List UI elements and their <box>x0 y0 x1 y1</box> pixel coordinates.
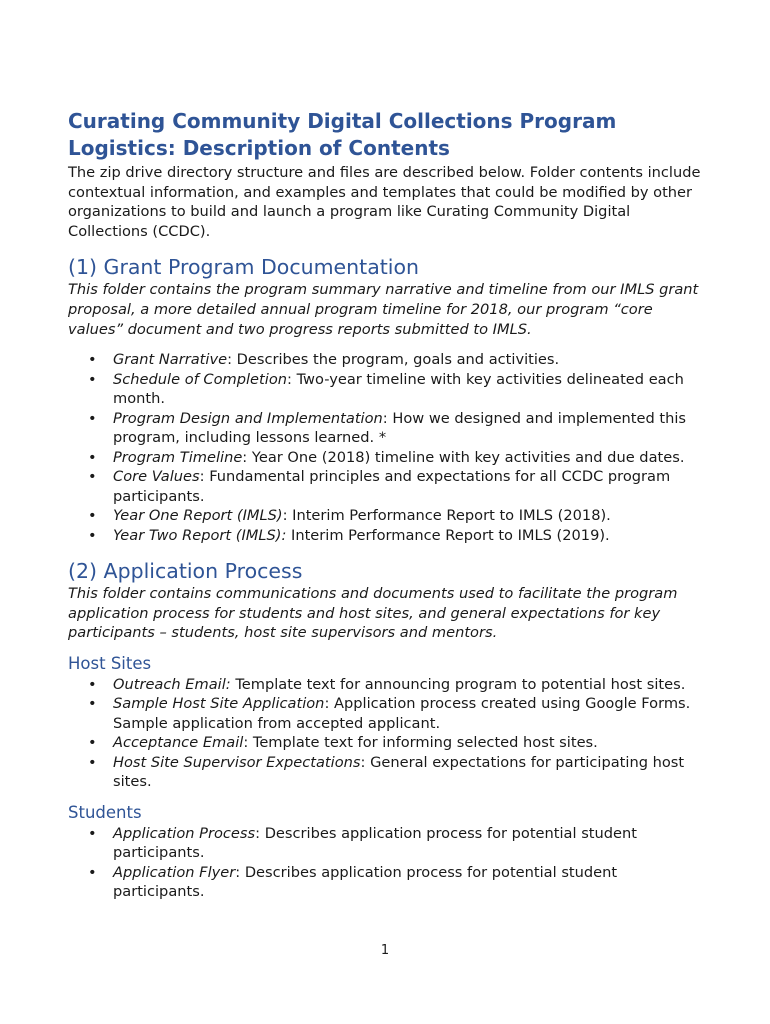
list-item-text: Interim Performance Report to IMLS (2018). <box>292 507 611 525</box>
bullet-icon: • <box>88 675 97 693</box>
section-description-application-process: This folder contains communications and documents used to facilitate the program application process for students and host sites, and general expectations for key participants – students, host site supervisors and mentors. <box>68 585 678 642</box>
intro-paragraph: The zip drive directory structure and files are described below. Folder contents include contextual information, and examples and templates that could be modified by other organizations to build and launch a program like Curating Community Digital Collections (CCDC). <box>68 164 701 240</box>
list-item-term: Outreach Email: <box>113 675 231 693</box>
page-number: 1 <box>380 943 390 958</box>
list-item-text: General expectations for participating host sites. <box>113 753 685 791</box>
list-item <box>68 824 708 863</box>
bullet-icon: • <box>88 753 97 771</box>
bullet-icon: • <box>88 863 97 881</box>
list-item <box>68 526 708 546</box>
bullet-icon: • <box>88 734 97 752</box>
list-item <box>68 753 708 792</box>
list-item-separator: : <box>382 409 393 427</box>
list-item-separator: : <box>227 351 237 369</box>
document-page <box>68 108 708 902</box>
list-item-term: Acceptance Email <box>113 734 244 752</box>
list-item <box>68 370 708 409</box>
section-heading-application-process: (2) Application Process <box>68 559 303 584</box>
document-title: Curating Community Digital Collections Program Logistics: Description of Contents <box>68 109 617 160</box>
list-item-separator: : <box>360 753 371 771</box>
list-item-term: Core Values <box>113 468 200 486</box>
list-item-term: Sample Host Site Application <box>113 695 325 713</box>
bullet-icon: • <box>88 409 97 427</box>
list-item-term: Grant Narrative <box>113 351 228 369</box>
list-item-separator: : <box>324 695 334 713</box>
list-item-separator: : <box>199 468 210 486</box>
bullet-icon: • <box>88 448 97 466</box>
list-item <box>68 694 708 733</box>
bullet-icon: • <box>88 370 97 388</box>
list-item-term: Application Process <box>113 824 256 842</box>
list-item <box>68 675 708 695</box>
list-item-term: Program Design and Implementation <box>113 409 383 427</box>
bullet-icon: • <box>88 695 97 713</box>
list-item-text: Two-year timeline with key activities delineated each month. <box>113 370 684 408</box>
list-item-separator: : <box>235 863 245 881</box>
students-list <box>68 824 708 902</box>
list-item-separator: : <box>287 370 297 388</box>
bullet-icon: • <box>88 526 97 544</box>
list-item-term: Program Timeline <box>113 448 243 466</box>
list-item-separator: : <box>255 824 265 842</box>
list-item-text: Describes the program, goals and activities. <box>236 351 560 369</box>
bullet-icon: • <box>88 824 97 842</box>
list-item-text: Fundamental principles and expectations for all CCDC program participants. <box>113 468 671 505</box>
subheading-host-sites: Host Sites <box>68 653 152 673</box>
list-item-text: Interim Performance Report to IMLS (2019). <box>291 526 610 544</box>
list-item <box>68 448 708 468</box>
list-item-text: Describes application process for potential student participants. <box>113 863 618 901</box>
list-item-text: Application process created using Google Forms. Sample application from accepted applicant. <box>113 695 691 732</box>
list-item-term: Schedule of Completion <box>113 370 287 388</box>
list-item-separator: : <box>242 448 252 466</box>
list-item-term: Host Site Supervisor Expectations <box>113 753 361 771</box>
bullet-icon: • <box>88 507 97 525</box>
subheading-students: Students <box>68 802 142 822</box>
list-item-text: Describes application process for potential student participants. <box>113 824 637 862</box>
list-item-term: Year Two Report (IMLS): <box>113 526 287 544</box>
section-description-grant-program: This folder contains the program summary narrative and timeline from our IMLS grant proposal, a more detailed annual program timeline for 2018, our program “core values” document and two progress reports submitted to IMLS. <box>68 281 699 338</box>
grant-program-list <box>68 350 708 545</box>
list-item <box>68 863 708 902</box>
list-item <box>68 506 708 526</box>
list-item-text: Template text for announcing program to potential host sites. <box>235 675 686 693</box>
list-item <box>68 409 708 448</box>
list-item-text: How we designed and implemented this program, including lessons learned. * <box>113 409 687 447</box>
bullet-icon: • <box>88 351 97 369</box>
list-item <box>68 350 708 370</box>
section-heading-grant-program: (1) Grant Program Documentation <box>68 255 420 280</box>
bullet-icon: • <box>88 468 97 486</box>
list-item-text: Year One (2018) timeline with key activities and due dates. <box>251 448 685 466</box>
list-item-term: Application Flyer <box>113 863 236 881</box>
list-item-term: Year One Report (IMLS) <box>113 507 283 525</box>
list-item <box>68 467 708 506</box>
list-item-separator: : <box>282 507 293 525</box>
list-item-separator: : <box>243 734 253 752</box>
host-sites-list <box>68 675 708 792</box>
list-item-text: Template text for informing selected host sites. <box>252 734 598 752</box>
list-item <box>68 733 708 753</box>
